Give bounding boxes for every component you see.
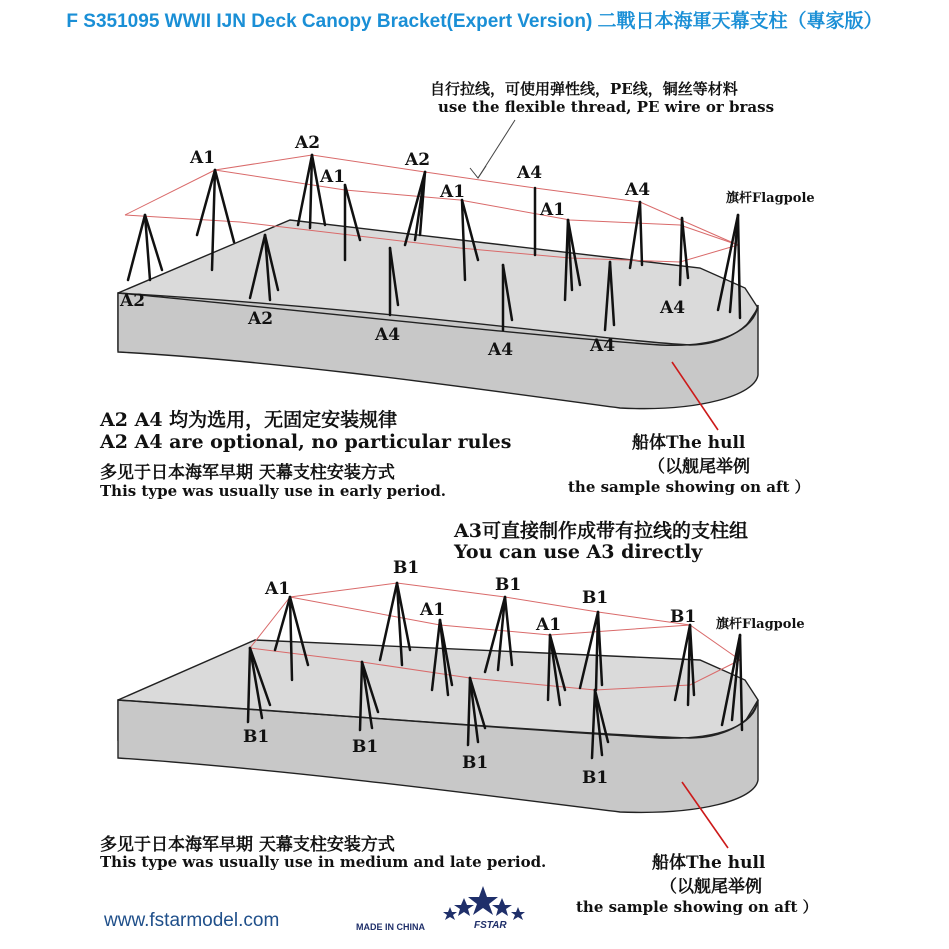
thread-pointer-arrow (470, 120, 515, 178)
star-icon (492, 898, 512, 916)
optional-note-en: A2 A4 are optional, no particular rules (100, 431, 512, 453)
star-icon (454, 898, 474, 916)
label-a1: A1 (265, 579, 291, 599)
star-icon (511, 907, 525, 920)
label-a1: A1 (536, 615, 562, 635)
hull-sub-label: （以舰尾举例 (660, 877, 762, 897)
label-a4: A4 (488, 340, 514, 360)
optional-note-cn: A2 A4 均为选用，无固定安装规律 (100, 409, 398, 431)
thread-note-en: use the flexible thread, PE wire or brass (438, 98, 775, 116)
a3-note-cn: A3可直接制作成带有拉线的支柱组 (454, 520, 748, 542)
hull-sample-label: the sample showing on aft ） (576, 898, 818, 916)
hull-sample-label: the sample showing on aft ） (568, 478, 810, 496)
label-b1: B1 (670, 607, 697, 627)
early-note-cn: 多见于日本海军早期 天幕支柱安装方式 (100, 463, 395, 483)
label-a4: A4 (625, 180, 651, 200)
early-note-en: This type was usually use in early period. (100, 482, 447, 500)
label-a2: A2 (295, 133, 321, 153)
label-a4: A4 (517, 163, 543, 183)
late-note-cn: 多见于日本海军早期 天幕支柱安装方式 (100, 835, 395, 855)
label-b1: B1 (393, 558, 420, 578)
star-icon (468, 886, 498, 915)
label-a1: A1 (440, 182, 466, 202)
label-a1: A1 (320, 167, 346, 187)
label-b1: B1 (582, 588, 609, 608)
made-in-china-label: MADE IN CHINA (356, 922, 425, 932)
label-a1: A1 (540, 200, 566, 220)
brand-logo-text: FSTAR (474, 920, 507, 931)
label-a4: A4 (660, 298, 686, 318)
a3-note-en: You can use A3 directly (454, 541, 703, 563)
label-a2: A2 (248, 309, 274, 329)
label-a4: A4 (590, 336, 616, 356)
star-icon (443, 907, 457, 920)
late-note-en: This type was usually use in medium and late period. (100, 853, 547, 871)
flagpole-label: 旗杆Flagpole (726, 191, 815, 206)
label-a1: A1 (190, 148, 216, 168)
hull-sub-label: （以舰尾举例 (648, 457, 750, 477)
label-b1: B1 (495, 575, 522, 595)
thread-note-cn: 自行拉线，可使用弹性线，PE线，铜丝等材料 (430, 80, 738, 98)
label-b1: B1 (582, 768, 609, 788)
label-a2: A2 (120, 291, 146, 311)
bottom-hull (118, 640, 758, 812)
label-a4: A4 (375, 325, 401, 345)
hull-label: 船体The hull (652, 853, 766, 873)
star-logo (443, 886, 525, 920)
hull-label: 船体The hull (632, 433, 746, 453)
label-a1: A1 (420, 600, 446, 620)
flagpole-label: 旗杆Flagpole (716, 617, 805, 632)
website-link[interactable]: www.fstarmodel.com (104, 910, 280, 931)
label-b1: B1 (462, 753, 489, 773)
label-b1: B1 (352, 737, 379, 757)
page-title: F S351095 WWII IJN Deck Canopy Bracket(Expert Version) 二戰日本海軍天幕支柱（專家版） (66, 11, 883, 32)
label-b1: B1 (243, 727, 270, 747)
label-a2: A2 (405, 150, 431, 170)
